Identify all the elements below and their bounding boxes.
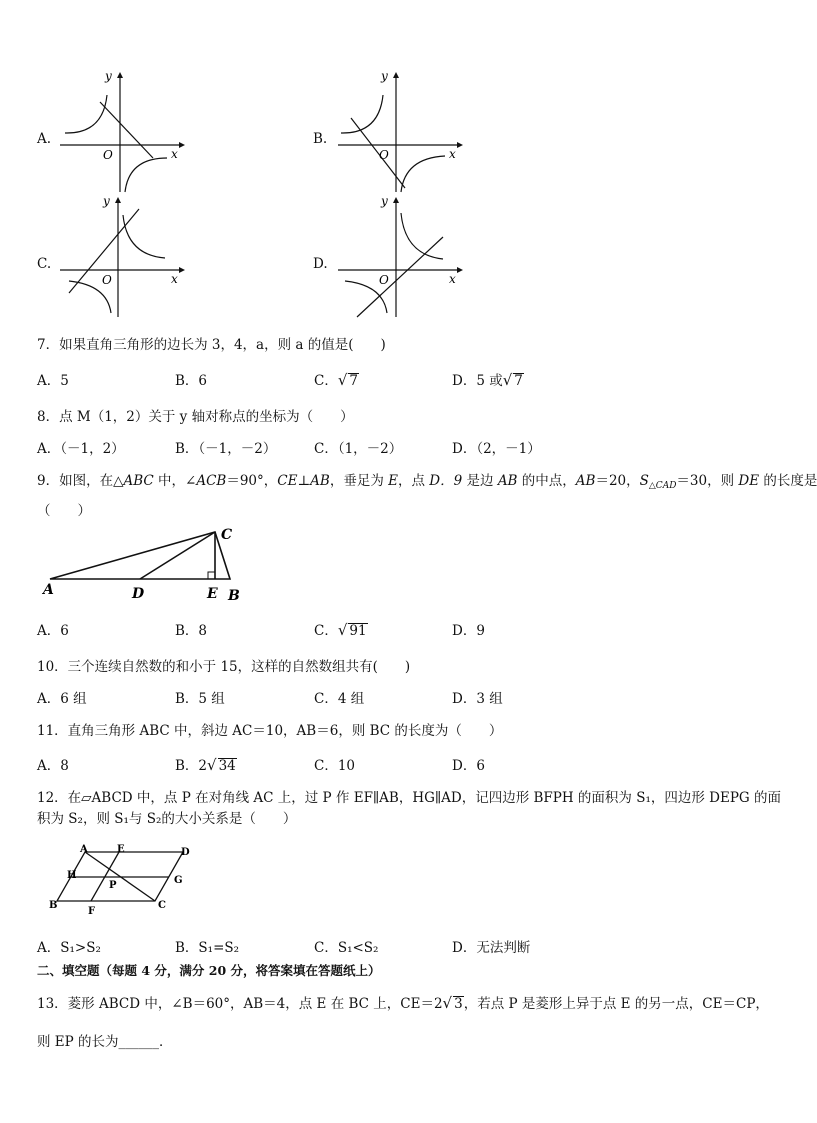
graph-d [333,195,463,320]
svg-text:D: D [181,847,190,858]
question-13-line1: 13．菱形 ABCD 中，∠B＝60°，AB＝4，点 E 在 BC 上，CE＝2√ 3，若点 P 是菱形上异于点 E 的另一点，CE＝CP， [37,994,769,1012]
question-10-stem: 10．三个连续自然数的和小于 15，这样的自然数组共有( ) [37,659,411,675]
q12-option-b[interactable]: B．S₁=S₂ [175,940,240,956]
q9-option-d[interactable]: D．9 [452,623,485,639]
radicand: 7 [514,373,523,389]
question-11-stem: 11．直角三角形 ABC 中，斜边 AC＝10，AB＝6，则 BC 的长度为（ ） [37,723,503,739]
svg-text:C: C [221,527,233,543]
svg-text:G: G [174,875,183,886]
q9-option-a[interactable]: A．6 [37,623,69,639]
q12-option-a[interactable]: A．S₁>S₂ [37,940,101,956]
svg-text:C: C [158,900,166,911]
svg-text:F: F [88,906,96,917]
q8-option-a[interactable]: A．（－1，2） [37,441,125,457]
radical-sign: √ [337,371,348,389]
q10-option-c[interactable]: C．4 组 [314,691,365,707]
question-9-paren: （ ） [37,503,91,519]
q10-option-b[interactable]: B．5 组 [175,691,225,707]
option-prefix: D．5 或 [452,373,503,389]
svg-text:y: y [103,194,110,208]
question-9-stem: 9．如图，在△ABC 中，∠ACB＝90°，CE⊥AB，垂足为 E，点 D．9 是边 AB 的中点，AB＝20，$S_{\triangle CAD}=30$，则 DE 的长度是 [37,473,817,491]
q7-option-a[interactable]: A．5 [37,373,69,389]
graph-a [55,70,185,195]
svg-text:x: x [449,147,456,161]
option-d-label: D. [313,256,328,272]
svg-text:O: O [102,273,112,287]
option-c-label: C. [37,256,52,272]
svg-text:E: E [117,844,125,855]
y-axis-label: y [105,69,112,83]
option-prefix: C． [314,373,338,389]
q12-option-c[interactable]: C．S₁<S₂ [314,940,379,956]
svg-text:y: y [381,194,388,208]
q9-option-c[interactable]: C．√ 91 [314,621,367,639]
graph-b [333,70,463,195]
q8-option-c[interactable]: C．（1，－2） [314,441,403,457]
q12-option-d[interactable]: D．无法判断 [452,940,531,956]
q8-option-b[interactable]: B．（－1，－2） [175,441,277,457]
question-7-stem: 7．如果直角三角形的边长为 3，4，a，则 a 的值是( ) [37,337,386,353]
q7-option-d[interactable] [452,369,524,389]
svg-text:y: y [381,69,388,83]
q11-option-b[interactable]: B．2√ 34 [175,756,236,774]
svg-text:x: x [171,272,178,286]
svg-text:A: A [43,582,54,598]
q9-triangle-figure [38,522,248,604]
svg-text:B: B [49,900,58,911]
q11-option-c[interactable]: C．10 [314,758,356,774]
radical-sign: √ [337,621,348,639]
svg-text:x: x [449,272,456,286]
radical-sign: √ [442,994,453,1012]
question-13-line2: 则 EP 的长为______． [37,1034,173,1050]
q8-option-d[interactable]: D．（2，－1） [452,441,541,457]
q9-option-b[interactable]: B．8 [175,623,208,639]
question-8-stem: 8．点 M（1，2）关于 y 轴对称点的坐标为（ ） [37,409,354,425]
svg-text:D: D [132,586,145,602]
option-b-label: B. [313,131,328,147]
q7-option-b[interactable]: B．6 [175,373,208,389]
svg-text:P: P [109,880,117,891]
q11-option-a[interactable]: A．8 [37,758,69,774]
svg-text:B: B [228,588,240,604]
svg-text:H: H [67,870,77,881]
radical-sign: √ [207,756,217,774]
radicand: 7 [349,373,358,389]
graph-c [55,195,185,320]
option-a-label: A. [37,131,52,147]
x-axis-label: x [171,147,178,161]
svg-text:O: O [379,273,389,287]
q10-option-d[interactable]: D．3 组 [452,691,503,707]
q11-option-d[interactable]: D．6 [452,758,485,774]
radical-sign: √ [502,371,513,389]
question-12-line1: 12．在▱ABCD 中，点 P 在对角线 AC 上，过 P 作 EF∥AB，HG∥AD，记四边形 BFPH 的面积为 S₁，四边形 DEPG 的面 [37,790,782,806]
svg-text:E: E [207,586,218,602]
question-12-line2: 积为 S₂，则 S₁与 S₂的大小关系是（ ） [37,811,297,827]
origin-label: O [103,148,113,162]
section-2-heading: 二、填空题（每题 4 分，满分 20 分，将答案填在答题纸上） [37,963,381,978]
svg-text:A: A [80,844,88,855]
q12-parallelogram-figure [45,844,205,919]
svg-text:O: O [379,148,389,162]
q10-option-a[interactable]: A．6 组 [37,691,87,707]
q7-option-c[interactable] [314,369,359,389]
